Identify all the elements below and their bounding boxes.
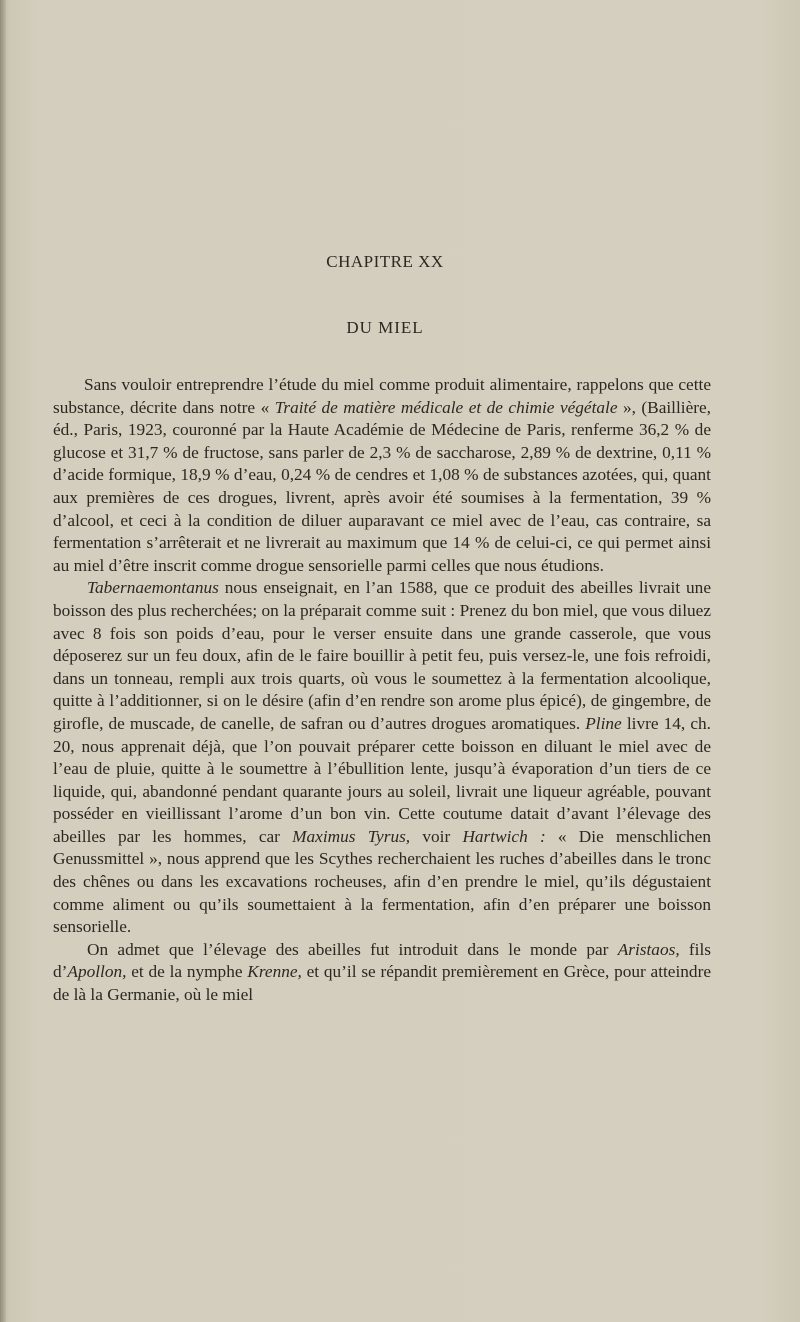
- paragraph: Tabernaemontanus nous enseignait, en l’an 1588, que ce produit des abeilles livrait une boisson des plus recherchées; on la préparait comme suit : Prenez du bon miel, que vous diluez avec 8 fois son poids d’eau, pour le verser ensuite dans une grande casserole, que vous déposerez sur un feu doux, afin de le faire bouillir à petit feu, puis versez-le, une fois refroidi, dans un tonneau, rempli aux trois quarts, où vous le soumettez à la fermentation alcoolique, quitte à l’additionner, si on le désire (afin d’en rendre son arome plus épicé), de gingembre, de girofle, de muscade, de canelle, de safran ou d’autres drogues aromatiques. Pline livre 14, ch. 20, nous apprenait déjà, que l’on pouvait préparer cette boisson en diluant le miel avec de l’eau de pluie, quitte à le soumettre à l’ébullition lente, jusqu’à évaporation d’un tiers de ce liquide, qui, abandonné pendant quarante jours au soleil, livrait une liqueur agréable, pouvant posséder en vieillissant l’arome d’un bon vin. Cette coutume datait d’avant l’élevage des abeilles par les hommes, car Maximus Tyrus, voir Hartwich : « Die menschlichen Genussmittel », nous apprend que les Scythes recherchaient les ruches d’abeilles dans le tronc des chênes ou dans les excavations rocheuses, afin d’en prendre le miel, qu’ils dégustaient comme aliment ou qu’ils soumettaient à la fermentation, afin d’en préparer une boisson sensorielle.: [53, 578, 711, 937]
- paragraph: On admet que l’élevage des abeilles fut introduit dans le monde par Aristaos, fils d’Apollon, et de la nymphe Krenne, et qu’il se répandit premièrement en Grèce, pour atteindre de là la Germanie, où le miel: [53, 939, 711, 1005]
- chapter-title: DU MIEL: [346, 318, 424, 337]
- italic-term: Apollon,: [67, 962, 127, 982]
- italic-term: Pline: [585, 713, 622, 733]
- body-text: [53, 374, 711, 1007]
- italic-term: Maximus Tyrus,: [292, 826, 411, 846]
- italic-term: Traité de matière médicale et de chimie végétale: [274, 397, 618, 417]
- page-binding-shadow: [0, 0, 6, 1322]
- italic-term: Tabernaemontanus: [87, 578, 219, 598]
- italic-term: Krenne,: [247, 962, 302, 982]
- italic-term: Hartwich :: [462, 826, 546, 846]
- paragraph: Sans vouloir entreprendre l’étude du miel comme produit alimentaire, rappelons que cette substance, décrite dans notre « Traité de matière médicale et de chimie végétale », (Baillière, éd., Paris, 1923, couronné par la Haute Académie de Médecine de Paris, renferme 36,2 % de glucose et 31,7 % de fructose, sans parler de 2,3 % de saccharose, 2,89 % de dextrine, 0,11 % d’acide formique, 18,9 % d’eau, 0,24 % de cendres et 1,08 % de substances azotées, qui, quant aux premières de ces drogues, livrent, après avoir été soumises à la fermentation, 39 % d’alcool, et ceci à la condition de diluer auparavant ce miel avec de l’eau, cas contraire, sa fermentation s’arrêterait et ne livrerait au maximum que 14 % de celui-ci, ce qui permet ainsi au miel d’être inscrit comme drogue sensorielle parmi celles que nous étudions.: [53, 375, 711, 575]
- italic-term: Aristaos,: [617, 939, 680, 959]
- chapter-heading: CHAPITRE XX: [326, 252, 444, 271]
